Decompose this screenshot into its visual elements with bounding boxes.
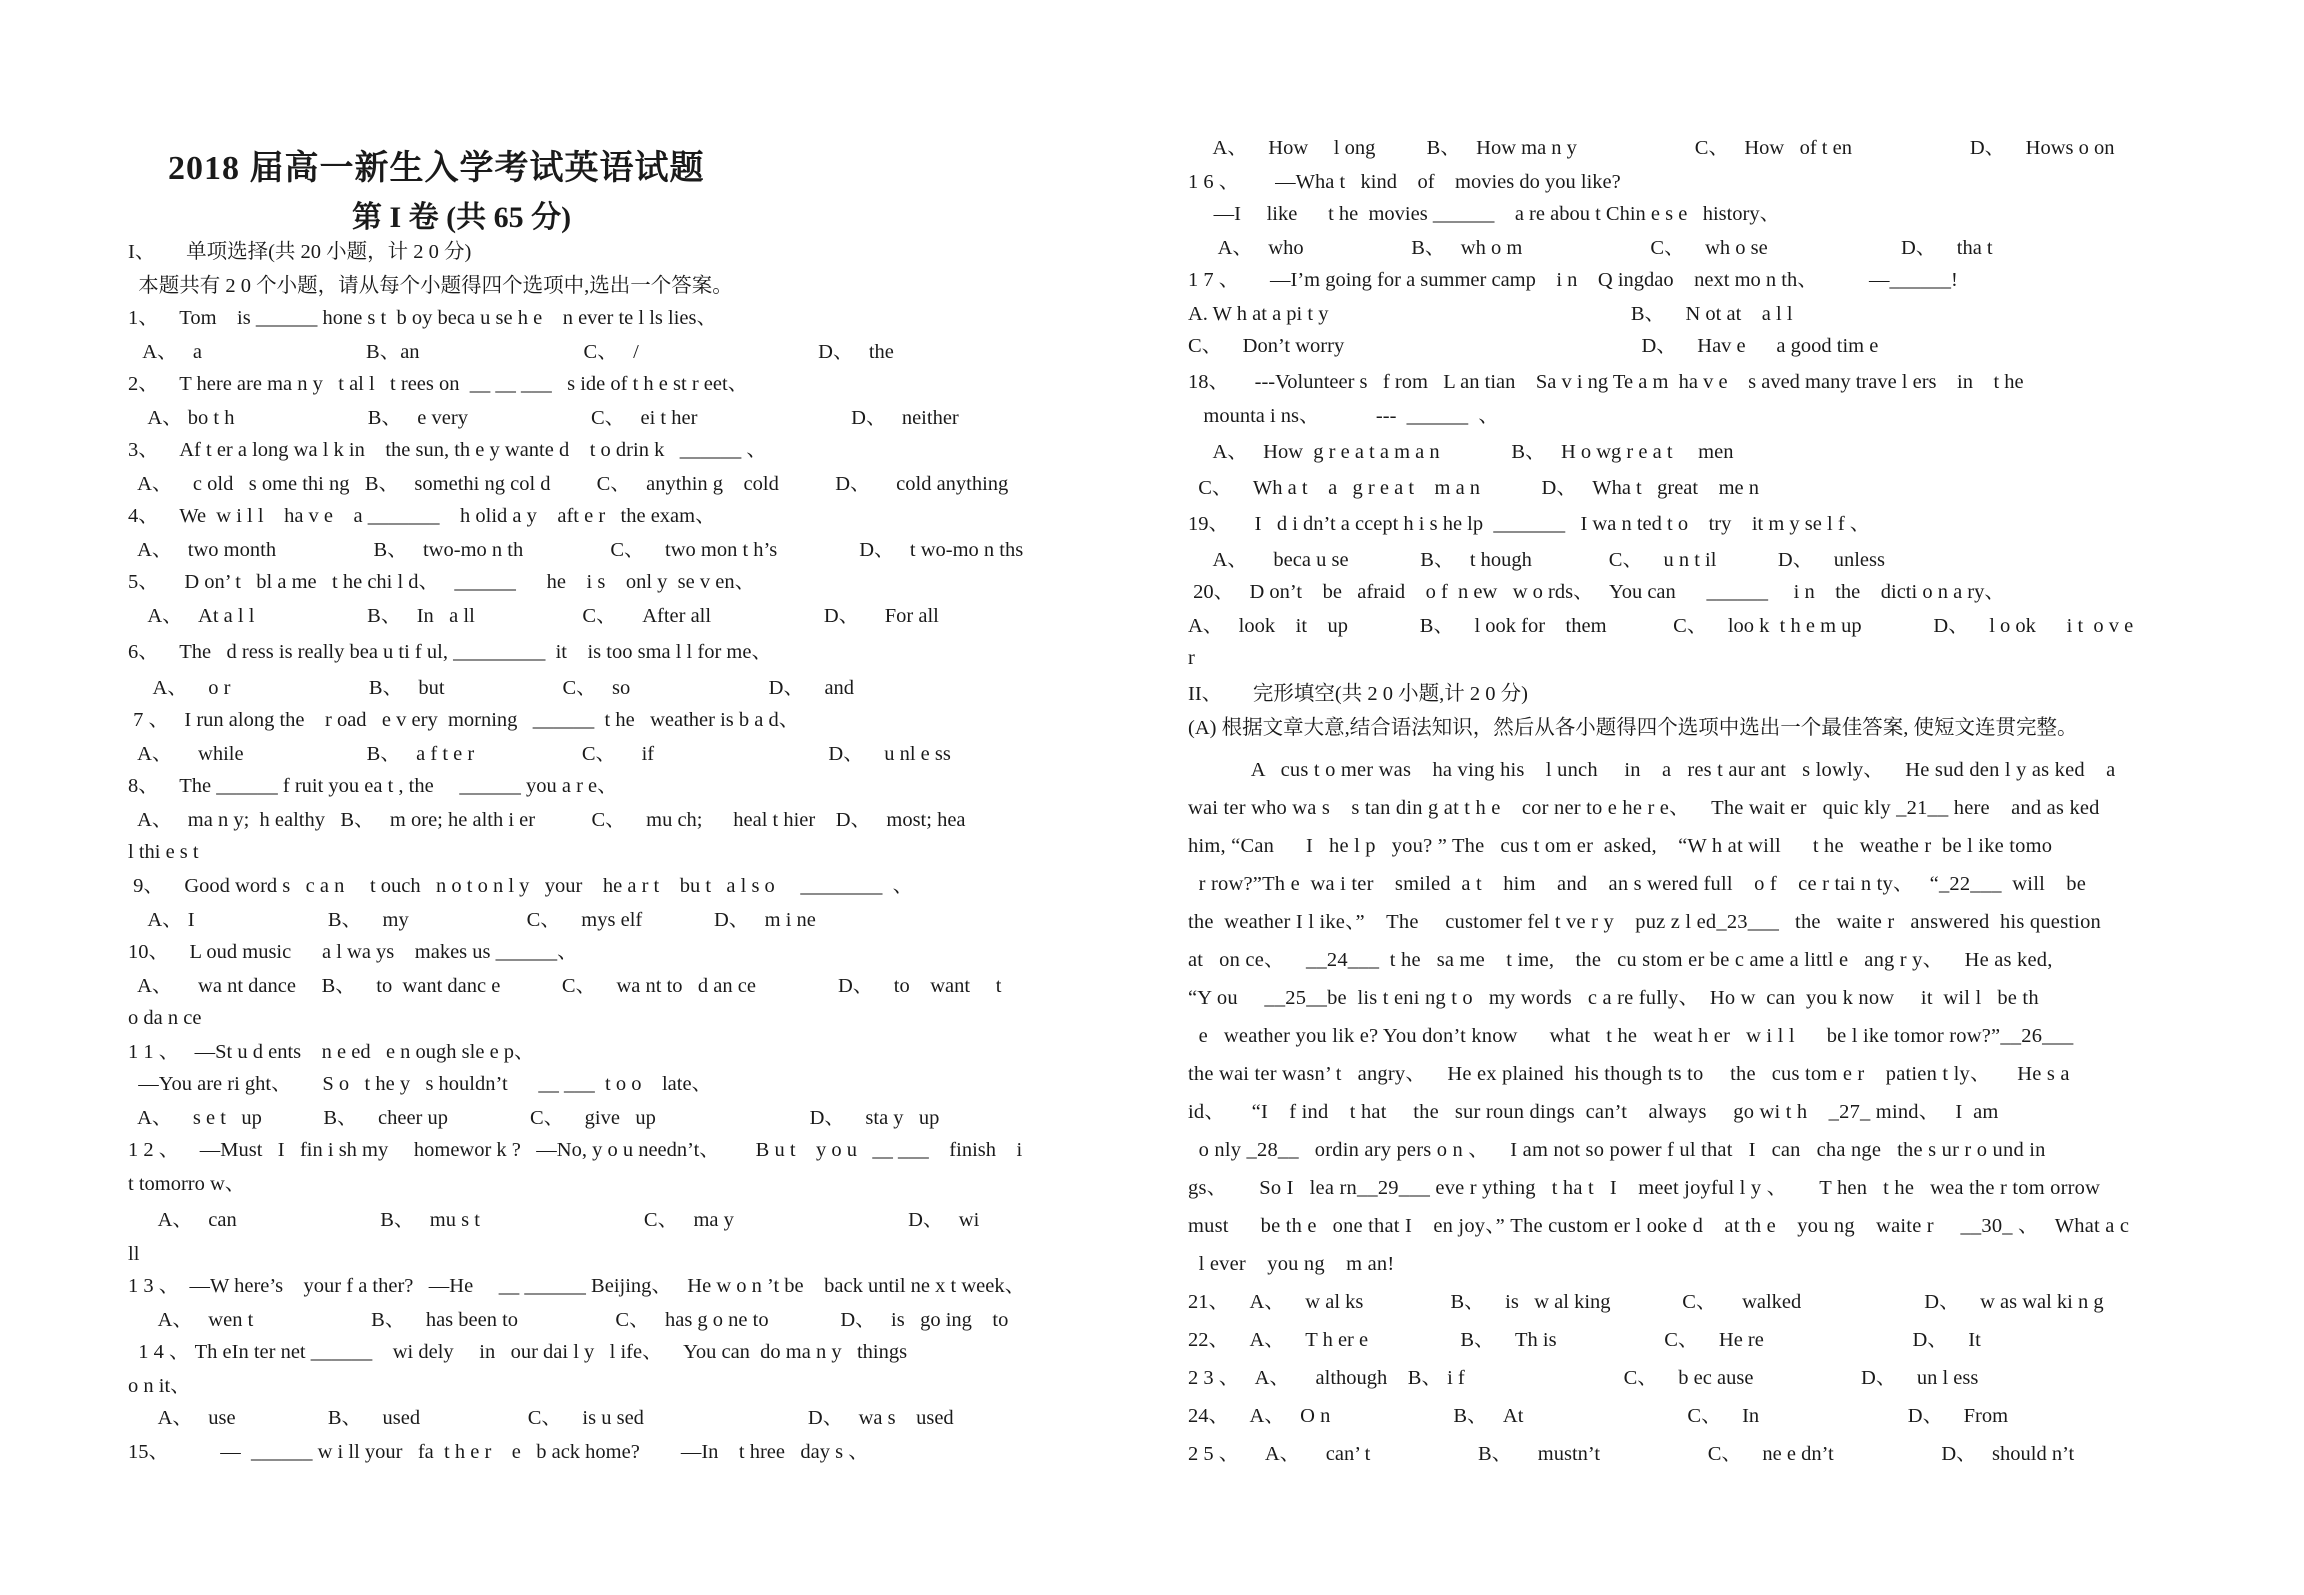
page-subtitle: 第 I 卷 (共 65 分) xyxy=(352,201,572,234)
question-line: —You are ri ght、 S o t he y s houldn’t __ ___ t o o late、 xyxy=(128,1073,713,1095)
question-line: 8、 The ______ f ruit you ea t , the ______ you a r e、 xyxy=(128,775,618,797)
question-line: 19、 I d i dn’t a ccept h i s he lp _______ I wa n ted t o try it m y se l f 、 xyxy=(1188,513,1871,535)
question-line: 10、 L oud music a l wa ys makes us ______、 xyxy=(128,941,578,963)
options-line: A、 wen t B、 has been to C、 has g o ne to D、 is go ing to xyxy=(128,1309,1009,1331)
question-line: 2、 T here are ma n y t al l t rees on __ __ ___ s ide of t h e st r eet、 xyxy=(128,373,749,395)
passage-line: e weather you lik e? You don’t know what t he weat h er w i l l be l ike tomor row?”__26___ xyxy=(1188,1025,2074,1047)
question-line: 1、 Tom is ______ hone s t b oy beca u se h e n ever te l ls lies、 xyxy=(128,307,717,329)
options-line: A. W h at a pi t y B、 N ot at a l l xyxy=(1188,303,1793,325)
options-line-wrap: ll xyxy=(128,1243,140,1265)
question-line: 1 4 、 Th eIn ter net ______ wi dely in our dai l y l ife、 You can do ma n y things xyxy=(128,1341,908,1363)
options-line: A、 bo t h B、 e very C、 ei t her D、 neither xyxy=(128,407,959,429)
options-line: A、 How l ong B、 How ma n y C、 How of t en D、 Hows o on xyxy=(1188,137,2115,159)
passage-line: the wai ter wasn’ t angry、 He ex plained his though ts to the cus tom e r patien t ly、 He s a xyxy=(1188,1063,2070,1085)
passage-line: wai ter who wa s s tan din g at t h e cor ner to e he r e、 The wait er quic kly _21__ here and as ked xyxy=(1188,797,2100,819)
options-line: A、 I B、 my C、 mys elf D、 m i ne xyxy=(128,909,816,931)
options-line: A、 c old s ome thi ng B、 somethi ng col d C、 anythin g cold D、 cold anything xyxy=(128,473,1009,495)
answer-options-line: 24、 A、 O n B、 At C、 In D、 From xyxy=(1188,1405,2009,1427)
question-line-wrap: mounta i ns、 --- ______ 、 xyxy=(1188,405,1499,427)
passage-line: l ever you ng m an! xyxy=(1188,1253,1395,1275)
options-line: C、 Wh a t a g r e a t m a n D、 Wha t great me n xyxy=(1188,477,1760,499)
passage-line: r row?”Th e wa i ter smiled a t him and an s wered full o f ce r tai n ty、 “_22___ will be xyxy=(1188,873,2087,895)
options-line: A、 use B、 used C、 is u sed D、 wa s used xyxy=(128,1407,954,1429)
options-line: A、 look it up B、 l ook for them C、 loo k t h e m up D、 l o ok i t o v e xyxy=(1188,615,2134,637)
question-line: 1 2 、 —Must I fin i sh my homewor k ? —No, y o u needn’t、 B u t y o u __ ___ finish i xyxy=(128,1139,1023,1161)
options-line: A、 a B、an C、 / D、 the xyxy=(128,341,894,363)
passage-line: id、 “I f ind t hat the sur roun dings can’t always go wi t h _27_ mind、 I am xyxy=(1188,1101,1999,1123)
options-line-wrap: l thi e s t xyxy=(128,841,199,863)
answer-options-line: 2 5 、 A、 can’ t B、 mustn’t C、 ne e dn’t D、 should n’t xyxy=(1188,1443,2075,1465)
answer-options-line: 2 3 、 A、 although B、 i f C、 b ec ause D、 un l ess xyxy=(1188,1367,1979,1389)
passage-line: gs、 So I lea rn__29___ eve r ything t ha t I meet joyful l y 、 T hen t he wea the r tom orrow xyxy=(1188,1177,2101,1199)
passage-line: the weather I l ike、” The customer fel t ve r y puz z l ed_23___ the waite r answered his question xyxy=(1188,911,2101,933)
options-line: A、 who B、 wh o m C、 wh o se D、 tha t xyxy=(1188,237,1993,259)
question-line: 15、 — ______ w i ll your fa t h e r e b ack home? —In t hree day s 、 xyxy=(128,1441,869,1463)
options-line: A、 At a l l B、 In a ll C、 After all D、 For all xyxy=(128,605,939,627)
question-line: 3、 Af t er a long wa l k in the sun, th e y wante d t o drin k ______ 、 xyxy=(128,439,767,461)
question-line: 1 7 、 —I’m going for a summer camp i n Q ingdao next mo n th、 —______! xyxy=(1188,269,1958,291)
question-line: 4、 We w i l l ha v e a _______ h olid a y aft e r the exam、 xyxy=(128,505,716,527)
options-line: A、 can B、 mu s t C、 ma y D、 wi xyxy=(128,1209,980,1231)
options-line: A、 o r B、 but C、 so D、 and xyxy=(128,677,855,699)
answer-options-line: 22、 A、 T h er e B、 Th is C、 He re D、 It xyxy=(1188,1329,1981,1351)
answer-options-line: 21、 A、 w al ks B、 is w al king C、 walked D、 w as wal ki n g xyxy=(1188,1291,2104,1313)
options-line: A、 beca u se B、 t hough C、 u n t il D、 unless xyxy=(1188,549,1885,571)
question-line: 1 1 、 —St u d ents n e ed e n ough sle e p、 xyxy=(128,1041,535,1063)
question-line: 9、 Good word s c a n t ouch n o t o n l y your he a r t bu t a l s o ________ 、 xyxy=(128,875,914,897)
passage-line: him, “Can I he l p you? ” The cus t om er asked, “W h at will t he weathe r be l ike tomo xyxy=(1188,835,2053,857)
options-line: A、 How g r e a t a m a n B、 H o wg r e a t men xyxy=(1188,441,1734,463)
options-line: A、 s e t up B、 cheer up C、 give up D、 sta y up xyxy=(128,1107,940,1129)
question-line: 7 、 I run along the r oad e v ery morning ______ t he weather is b a d、 xyxy=(128,709,800,731)
question-line-wrap: o n it、 xyxy=(128,1375,191,1397)
options-line: A、 ma n y; h ealthy B、 m ore; he alth i er C、 mu ch; heal t hier D、 most; hea xyxy=(128,809,966,831)
passage-line: at on ce、 __24___ t he sa me t ime, the cu stom er be c ame a littl e ang r y、 He as ked, xyxy=(1188,949,2053,971)
question-line: 1 3 、 —W here’s your f a ther? —He __ ______ Beijing、 He w o n ’t be back until ne x t week、 xyxy=(128,1275,1026,1297)
section-heading: II、 完形填空(共 2 0 小题,计 2 0 分) xyxy=(1188,683,1528,705)
passage-line: o nly _28__ ordin ary pers o n 、 I am not so power f ul that I can cha nge the s ur r o und in xyxy=(1188,1139,2046,1161)
question-line-wrap: t tomorro w、 xyxy=(128,1173,246,1195)
question-line: 6、 The d ress is really bea u ti f ul, _________ it is too sma l l for me、 xyxy=(128,641,772,663)
question-line: —I like t he movies ______ a re abou t Chin e s e history、 xyxy=(1188,203,1781,225)
passage-line: A cus t o mer was ha ving his l unch in a res t aur ant s lowly、 He sud den l y as ked a xyxy=(1188,759,2116,781)
options-line-wrap: r xyxy=(1188,647,1195,669)
section-instructions: 本题共有 2 0 个小题，请从每个小题得四个选项中,选出一个答案。 xyxy=(128,275,733,297)
options-line: A、 two month B、 two-mo n th C、 two mon t h’s D、 t wo-mo n ths xyxy=(128,539,1024,561)
question-line: 1 6 、 —Wha t kind of movies do you like? xyxy=(1188,171,1621,193)
question-line: 20、 D on’t be afraid o f n ew w o rds、 You can ______ i n the dicti o n a ry、 xyxy=(1188,581,2005,603)
options-line: A、 while B、 a f t e r C、 if D、 u nl e ss xyxy=(128,743,951,765)
passage-line: must be th e one that I en joy、” The custom er l ooke d at th e you ng waite r __30_ 、 What a c xyxy=(1188,1215,2130,1237)
options-line: C、 Don’t worry D、 Hav e a good tim e xyxy=(1188,335,1879,357)
question-line: 5、 D on’ t bl a me t he chi l d、 ______ he i s onl y se v en、 xyxy=(128,571,756,593)
section-heading: I、 单项选择(共 20 小题，计 2 0 分) xyxy=(128,241,472,263)
section-instructions: (A) 根据文章大意,结合语法知识，然后从各小题得四个选项中选出一个最佳答案, 使短文连贯完整。 xyxy=(1188,717,2078,739)
page-title: 2018 届高一新生入学考试英语试题 xyxy=(168,150,705,187)
options-line: A、 wa nt dance B、 to want danc e C、 wa nt to d an ce D、 to want t xyxy=(128,975,1002,997)
passage-line: “Y ou __25__be lis t eni ng t o my words c a re fully、 Ho w can you k now it wil l be th xyxy=(1188,987,2039,1009)
question-line: 18、 ---Volunteer s f rom L an tian Sa v i ng Te a m ha v e s aved many trave l ers in t he xyxy=(1188,371,2024,393)
options-line-wrap: o da n ce xyxy=(128,1007,202,1029)
